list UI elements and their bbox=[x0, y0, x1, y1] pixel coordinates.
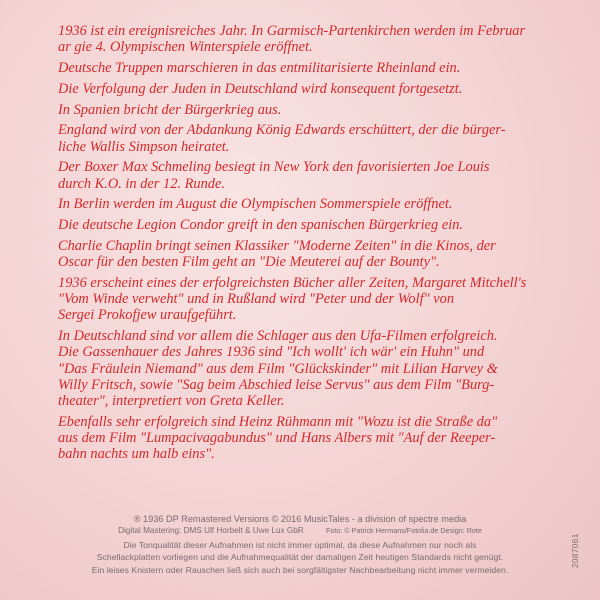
paragraph: Ebenfalls sehr erfolgreich sind Heinz Rühmann mit "Wozu ist die Straße da" aus dem Film "Lumpacivagabundus" und Hans Albers mit "Auf der Reeper- bahn nachts um halb eins". bbox=[58, 413, 498, 463]
paragraph: 1936 erscheint eines der erfolgreichsten Bücher aller Zeiten, Margaret Mitchell's "Vom Winde verweht" und in Rußland wird "Peter und der Wolf" von Sergei Prokofjew uraufgeführt. bbox=[58, 274, 527, 324]
credits-block bbox=[0, 513, 600, 576]
paragraph: 1936 ist ein ereignisreiches Jahr. In Garmisch-Partenkirchen werden im Februar ar gie 4. Olympischen Winterspiele eröffnet. bbox=[58, 23, 526, 56]
mastering-line bbox=[0, 525, 600, 537]
paragraph: In Deutschland sind vor allem die Schlager aus den Ufa-Filmen erfolgreich. Die Gassenhauer des Jahres 1936 sind "Ich wollt' ich wär' ein Huhn" und "Das Fräulein Niemand" aus dem Film "Glückskinder" mit Lilian Harvey & Willy Fritsch, sowie "Sag beim Abschied leise Servus" aus dem Film "Burg- theater", interpretiert von Greta Keller. bbox=[58, 328, 498, 409]
paragraph: Deutsche Truppen marschieren in das entmilitarisierte Rheinland ein. bbox=[58, 60, 461, 76]
mastering-credit: Digital Mastering: DMS Ulf Horbelt & Uwe Lux GbR bbox=[118, 526, 304, 535]
paragraph: Die deutsche Legion Condor greift in den spanischen Bürgerkrieg ein. bbox=[58, 217, 464, 234]
paragraph: Der Boxer Max Schmeling besiegt in New York den favorisierten Joe Louis durch K.O. in der 12. Runde. bbox=[58, 159, 490, 192]
paragraph: In Berlin werden im August die Olympischen Sommerspiele eröffnet. bbox=[58, 196, 453, 213]
paragraph: Die Verfolgung der Juden in Deutschland wird konsequent fortgesetzt. bbox=[58, 80, 463, 97]
history-text bbox=[58, 23, 570, 467]
catalog-number: 2087061 bbox=[571, 533, 580, 568]
copyright-line: ® 1936 DP Remastered Versions © 2016 MusicTales - a division of spectre media bbox=[133, 514, 467, 524]
photo-credit: Foto: © Patrick Hermans/Fotolia.de Design: Rote bbox=[326, 526, 482, 535]
paragraph: Charlie Chaplin bringt seinen Klassiker "Moderne Zeiten" in die Kinos, der Oscar für den besten Film geht an "Die Meuterei auf der Bounty". bbox=[58, 237, 496, 271]
paragraph: In Spanien bricht der Bürgerkrieg aus. bbox=[58, 101, 282, 118]
quality-disclaimer: Die Tonqualität dieser Aufnahmen ist nicht immer optimal, da diese Aufnahmen nur noch als Schellackplatten vorliegen und die Aufnahmequalität der damaligen Zeit heutigen Standards nicht genügt. Ein leises Knistern oder Rauschen ließ sich auch bei sorgfältigster Nachbearbeitung nicht immer vermeiden. bbox=[91, 540, 509, 575]
paragraph: England wird von der Abdankung König Edwards erschüttert, der die bürger- liche Wallis Simpson heiratet. bbox=[58, 122, 506, 155]
